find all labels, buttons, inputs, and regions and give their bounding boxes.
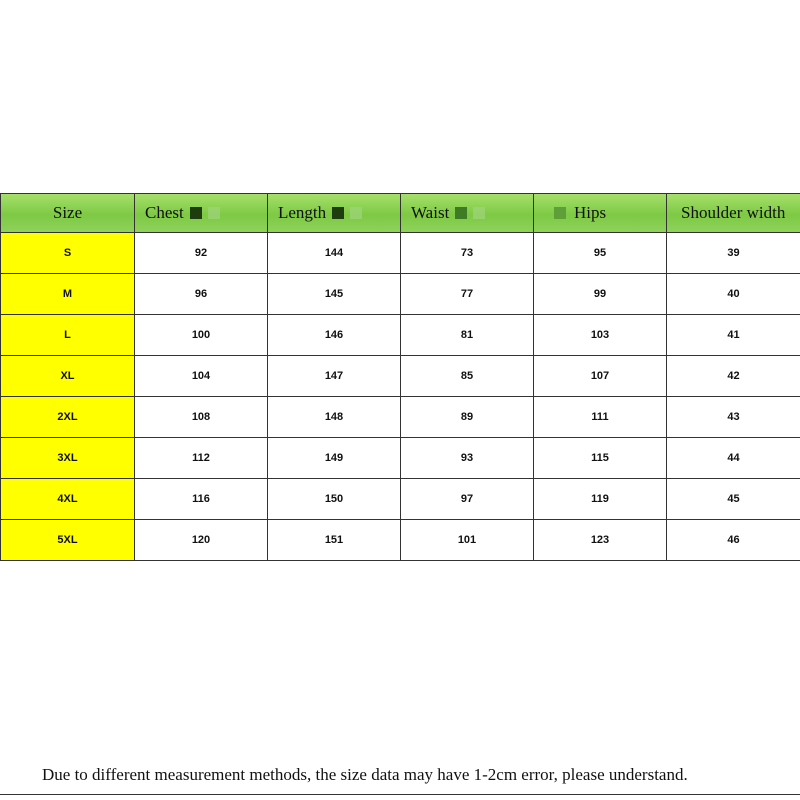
shoulder-value-cell: 39 [667,233,800,274]
chest-value-cell: 120 [135,520,268,561]
chest-value-cell: 96 [135,274,268,315]
header-length [268,194,401,233]
size-cell: L [1,315,135,356]
size-chart [0,193,800,784]
shoulder-value-cell: 45 [667,479,800,520]
length-value-cell: 147 [268,356,401,397]
length-value-cell: 145 [268,274,401,315]
shoulder-value-cell: 44 [667,438,800,479]
hips-value-cell: 123 [534,520,667,561]
header-hips [534,194,667,233]
size-table [0,193,800,561]
chest-value-cell: 92 [135,233,268,274]
length-value-cell: 151 [268,520,401,561]
disclaimer-note: Due to different measurement methods, the size data may have 1-2cm error, please understand. [0,755,800,795]
waist-value-cell: 97 [401,479,534,520]
header-size [1,194,135,233]
chest-value-cell: 100 [135,315,268,356]
length-value-cell: 150 [268,479,401,520]
chest-value-cell: 104 [135,356,268,397]
header-label: Shoulder width [681,203,786,222]
chest-value-cell: 112 [135,438,268,479]
waist-value-cell: 73 [401,233,534,274]
size-cell: 3XL [1,438,135,479]
pixel-square-icon [473,207,485,219]
header-label: Length [278,203,327,222]
length-value-cell: 144 [268,233,401,274]
shoulder-value-cell: 41 [667,315,800,356]
size-cell: S [1,233,135,274]
size-cell: M [1,274,135,315]
chest-value-cell: 116 [135,479,268,520]
hips-value-cell: 115 [534,438,667,479]
pixel-square-icon [554,207,566,219]
pixel-square-icon [190,207,202,219]
size-cell: 2XL [1,397,135,438]
hips-value-cell: 111 [534,397,667,438]
header-waist [401,194,534,233]
hips-value-cell: 107 [534,356,667,397]
pixel-square-icon [332,207,344,219]
waist-value-cell: 85 [401,356,534,397]
header-label: Waist [411,203,450,222]
hips-value-cell: 95 [534,233,667,274]
header-label: Chest [145,203,184,222]
size-cell: XL [1,356,135,397]
hips-value-cell: 103 [534,315,667,356]
length-value-cell: 148 [268,397,401,438]
header-label: Hips [574,203,607,222]
size-cell: 4XL [1,479,135,520]
chest-value-cell: 108 [135,397,268,438]
pixel-square-icon [350,207,362,219]
header-label: Size [52,203,83,222]
shoulder-value-cell: 40 [667,274,800,315]
hips-value-cell: 119 [534,479,667,520]
length-value-cell: 149 [268,438,401,479]
pixel-square-icon [455,207,467,219]
waist-value-cell: 77 [401,274,534,315]
size-cell: 5XL [1,520,135,561]
waist-value-cell: 89 [401,397,534,438]
header-chest [135,194,268,233]
pixel-square-icon [208,207,220,219]
shoulder-value-cell: 43 [667,397,800,438]
waist-value-cell: 81 [401,315,534,356]
header-shoulder-width [667,194,800,233]
waist-value-cell: 93 [401,438,534,479]
shoulder-value-cell: 46 [667,520,800,561]
shoulder-value-cell: 42 [667,356,800,397]
waist-value-cell: 101 [401,520,534,561]
length-value-cell: 146 [268,315,401,356]
hips-value-cell: 99 [534,274,667,315]
